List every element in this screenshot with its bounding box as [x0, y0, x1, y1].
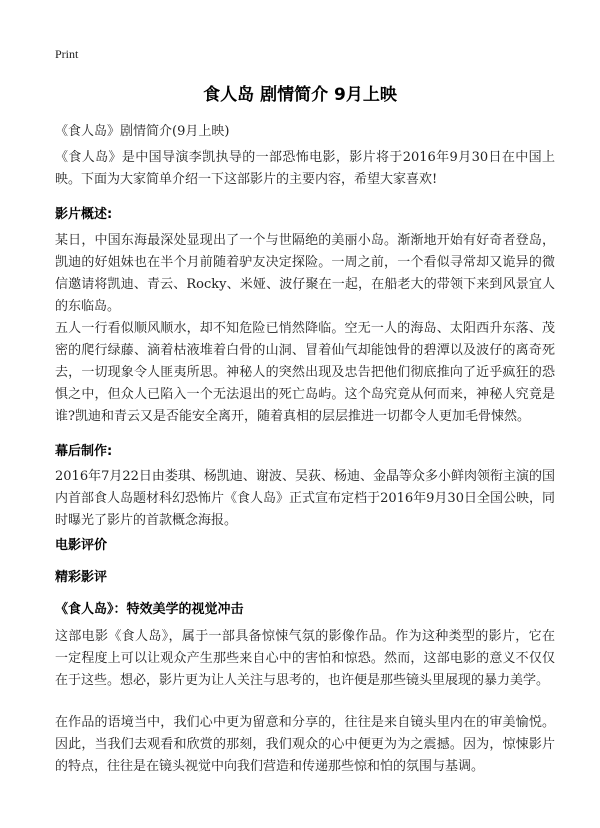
overview-paragraph-2: 五人一行看似顺风顺水，却不知危险已悄然降临。空无一人的海岛、太阳西升东落、茂密的爬行绿藤、滴着枯液堆着白骨的山洞、冒着仙气却能蚀骨的碧潭以及波仔的离奇死去，一切现象令人匪夷所思。神秘人的突然出现及忠告把他们彻底推向了近乎疯狂的恐惧之中，但众人已陷入一个无法退出的死亡岛屿。这个岛究竟从何而来，神秘人究竟是谁?凯迪和青云又是否能安全离开，随着真相的层层推进一切都令人更加毛骨悚然。: [55, 321, 555, 424]
review-paragraph-1: 这部电影《食人岛》，属于一部具备惊悚气氛的影像作品。作为这种类型的影片，它在一定程度上可以让观众产生那些来自心中的害怕和惊恐。然而，这部电影的意义不仅仅在于这些。想必，影片更为让人关注与思考的，也许便是那些镜头里展现的暴力美学。: [55, 629, 555, 688]
overview-heading: 影片概述:: [55, 207, 113, 222]
review-paragraph-2: 在作品的语境当中，我们心中更为留意和分享的，往往是来自镜头里内在的审美愉悦。因此，当我们去观看和欣赏的那刻，我们观众的心中便更为为之震撼。因为，惊悚影片的特点，往往是在镜头视觉中向我们营造和传递那些惊和怕的氛围与基调。: [55, 715, 555, 774]
print-link[interactable]: Print: [55, 47, 79, 61]
page-subtitle: 《食人岛》剧情简介(9月上映): [55, 124, 230, 139]
review-article-title: 《食人岛》：特效美学的视觉冲击: [55, 602, 244, 617]
production-paragraph: 2016年7月22日由娄琪、杨凯迪、谢波、吴荻、杨迪、金晶等众多小鲜肉领衔主演的国内首部食人岛题材科幻恐怖片《食人岛》正式宣布定档于2016年9月30日全国公映，同时曝光了影片的首款概念海报。: [55, 469, 555, 528]
review-heading: 电影评价: [55, 538, 108, 553]
production-heading: 幕后制作:: [55, 444, 113, 459]
overview-paragraph-1: 某日，中国东海最深处显现出了一个与世隔绝的美丽小岛。渐渐地开始有好奇者登岛，凯迪的好姐妹也在半个月前随着驴友决定探险。一周之前，一个看似寻常却又诡异的微信邀请将凯迪、青云、Rocky、米娅、波仔聚在一起，在船老大的带领下来到风景宜人的东临岛。: [55, 233, 555, 314]
highlight-review-heading: 精彩影评: [55, 570, 108, 585]
page-title: 食人岛 剧情简介 9月上映: [203, 85, 397, 105]
intro-paragraph: 《食人岛》是中国导演李凯执导的一部恐怖电影，影片将于2016年9月30日在中国上映。下面为大家简单介绍一下这部影片的主要内容，希望大家喜欢!: [55, 150, 555, 187]
